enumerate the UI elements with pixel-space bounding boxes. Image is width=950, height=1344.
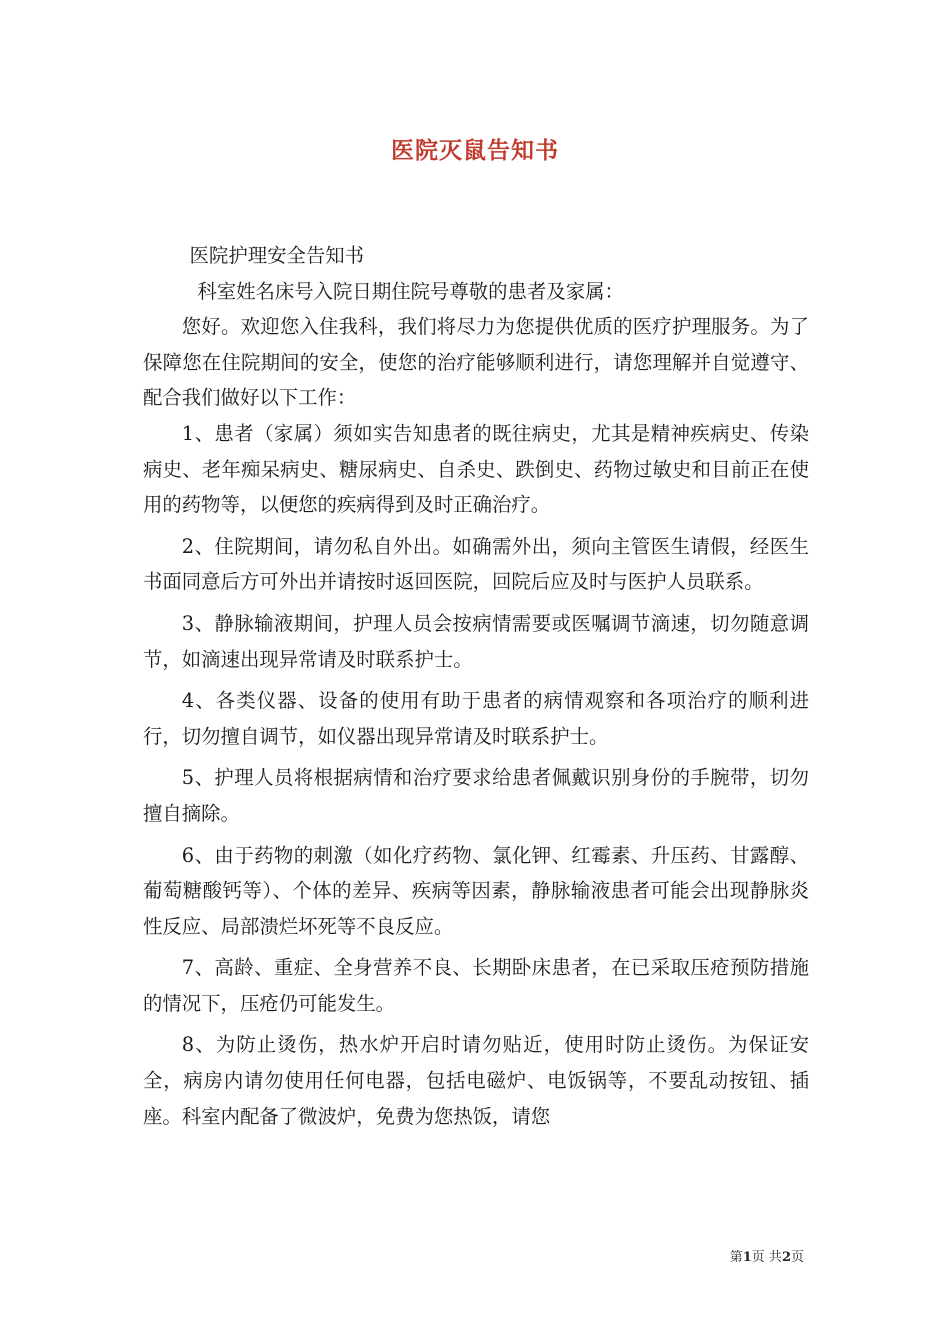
notice-item-3: 3、静脉输液期间，护理人员会按病情需要或医嘱调节滴速，切勿随意调节，如滴速出现异常请及时联系护士。 bbox=[143, 611, 809, 671]
notice-item-6: 6、由于药物的刺激（如化疗药物、氯化钾、红霉素、升压药、甘露醇、葡萄糖酸钙等）、个体的差异、疾病等因素，静脉输液患者可能会出现静脉炎性反应、局部溃烂坏死等不良反应。 bbox=[143, 843, 809, 938]
notice-item-1: 1、患者（家属）须如实告知患者的既往病史，尤其是精神疾病史、传染病史、老年痴呆病史、糖尿病史、自杀史、跌倒史、药物过敏史和目前正在使用的药物等，以便您的疾病得到及时正确治疗。 bbox=[143, 421, 809, 517]
page-number-middle: 页 共 bbox=[751, 1250, 782, 1265]
document-subtitle: 医院护理安全告知书 bbox=[189, 244, 365, 267]
notice-item-2: 2、住院期间，请勿私自外出。如确需外出，须向主管医生请假，经医生书面同意后方可外出并请按时返回医院，回院后应及时与医护人员联系。 bbox=[143, 534, 809, 594]
notice-item-4: 4、各类仪器、设备的使用有助于患者的病情观察和各项治疗的顺利进行，切勿擅自调节，如仪器出现异常请及时联系护士。 bbox=[143, 689, 809, 748]
notice-item-5: 5、护理人员将根据病情和治疗要求给患者佩戴识别身份的手腕带，切勿擅自摘除。 bbox=[143, 766, 809, 825]
document-body bbox=[143, 238, 809, 1134]
page-number-total: 2 bbox=[781, 1250, 791, 1265]
page-number-prefix: 第 bbox=[729, 1250, 743, 1265]
page-number-suffix: 页 bbox=[790, 1250, 804, 1265]
document-title: 医院灭鼠告知书 bbox=[391, 137, 559, 164]
notice-item-8: 8、为防止烫伤，热水炉开启时请勿贴近，使用时防止烫伤。为保证安全，病房内请勿使用任何电器，包括电磁炉、电饭锅等，不要乱动按钮、插座。科室内配备了微波炉，免费为您热饭，请您 bbox=[143, 1033, 809, 1128]
notice-item-7: 7、高龄、重症、全身营养不良、长期卧床患者，在已采取压疮预防措施的情况下，压疮仍可能发生。 bbox=[143, 956, 809, 1015]
document-greeting: 您好。欢迎您入住我科，我们将尽力为您提供优质的医疗护理服务。为了保障您在住院期间的安全，使您的治疗能够顺利进行，请您理解并自觉遵守、配合我们做好以下工作： bbox=[143, 315, 809, 410]
page-number bbox=[730, 1246, 804, 1265]
document-address: 科室姓名床号入院日期住院号尊敬的患者及家属： bbox=[197, 279, 624, 303]
page-number-current: 1 bbox=[742, 1250, 752, 1265]
